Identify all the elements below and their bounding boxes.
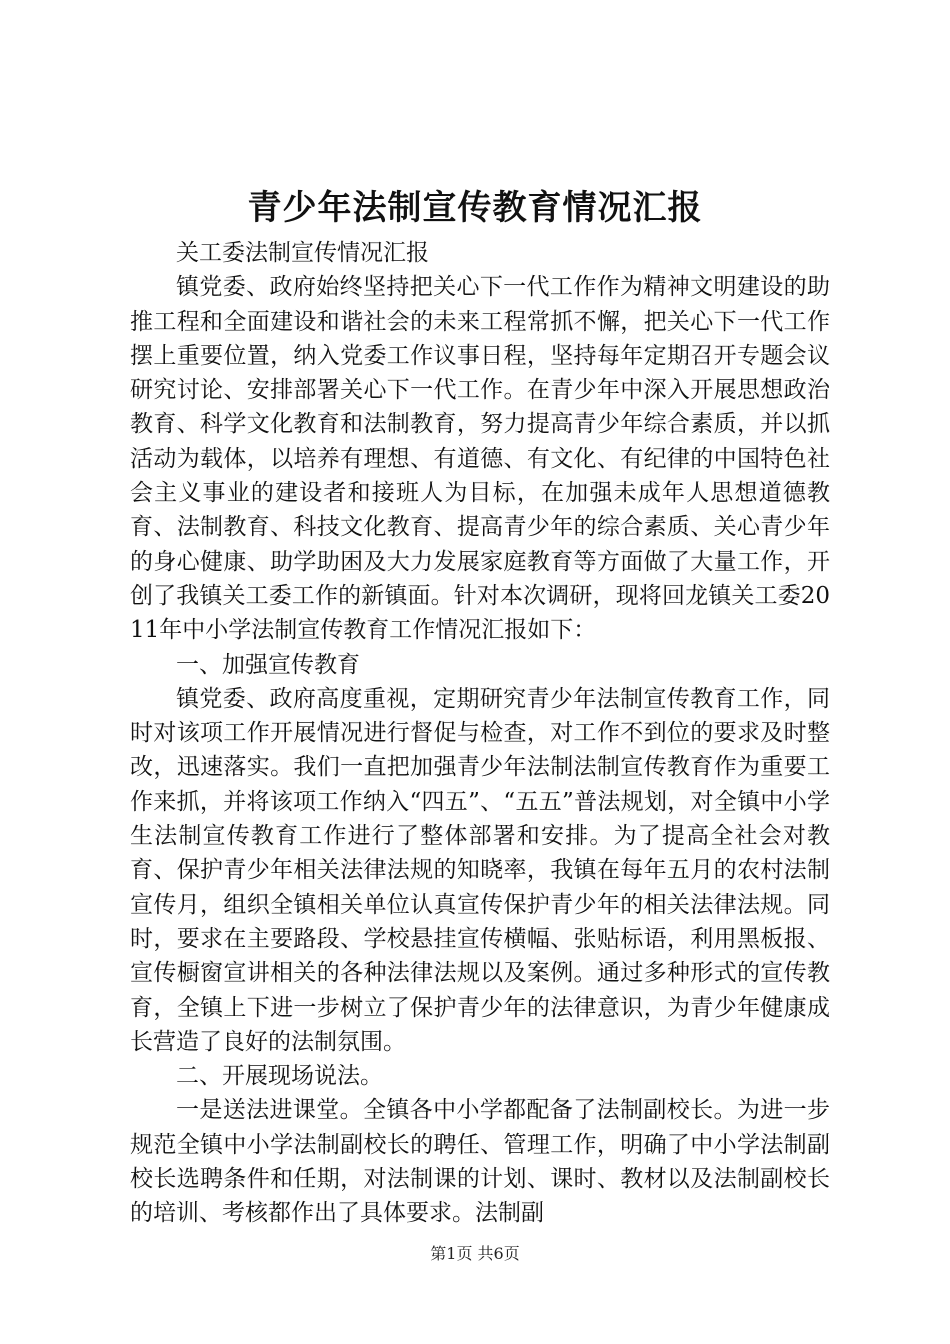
intro-paragraph: 镇党委、政府始终坚持把关心下一代工作作为精神文明建设的助推工程和全面建设和谐社会的未来工程常抓不懈，把关心下一代工作摆上重要位置，纳入党委工作议事日程，坚持每年定期召开专题会议研究讨论、安排部署关心下一代工作。在青少年中深入开展思想政治教育、科学文化教育和法制教育，努力提高青少年综合素质，并以抓活动为载体，以培养有理想、有道德、有文化、有纪律的中国特色社会主义事业的建设者和接班人为目标，在加强未成年人思想道德教育、法制教育、科技文化教育、提高青少年的综合素质、关心青少年的身心健康、助学助困及大力发展家庭教育等方面做了大量工作，开创了我镇关工委工作的新镇面。针对本次调研，现将回龙镇关工委2011年中小学法制宣传教育工作情况汇报如下： <box>130 274 830 644</box>
section-heading-1: 一、加强宣传教育 <box>176 651 360 678</box>
section-2-paragraph: 一是送法进课堂。全镇各中小学都配备了法制副校长。为进一步规范全镇中小学法制副校长的聘任、管理工作，明确了中小学法制副校长选聘条件和任期，对法制课的计划、课时、教材以及法制副校长的培训、考核都作出了具体要求。法制副 <box>130 1097 830 1227</box>
section-heading-2: 二、开展现场说法。 <box>176 1063 383 1090</box>
section-1-paragraph: 镇党委、政府高度重视，定期研究青少年法制宣传教育工作，同时对该项工作开展情况进行督促与检查，对工作不到位的要求及时整改，迅速落实。我们一直把加强青少年法制法制宣传教育作为重要工作来抓，并将该项工作纳入“四五”、“五五”普法规划，对全镇中小学生法制宣传教育工作进行了整体部署和安排。为了提高全社会对教育、保护青少年相关法律法规的知晓率，我镇在每年五月的农村法制宣传月，组织全镇相关单位认真宣传保护青少年的相关法律法规。同时，要求在主要路段、学校悬挂宣传横幅、张贴标语，利用黑板报、宣传橱窗宣讲相关的各种法律法规以及案例。通过多种形式的宣传教育，全镇上下进一步树立了保护青少年的法律意识，为青少年健康成长营造了良好的法制氛围。 <box>130 685 830 1055</box>
subtitle-paragraph: 关工委法制宣传情况汇报 <box>176 240 429 266</box>
page-number-footer: 第1页 共6页 <box>430 1244 520 1263</box>
document-body <box>130 236 830 1231</box>
document-title: 青少年法制宣传教育情况汇报 <box>247 188 703 228</box>
